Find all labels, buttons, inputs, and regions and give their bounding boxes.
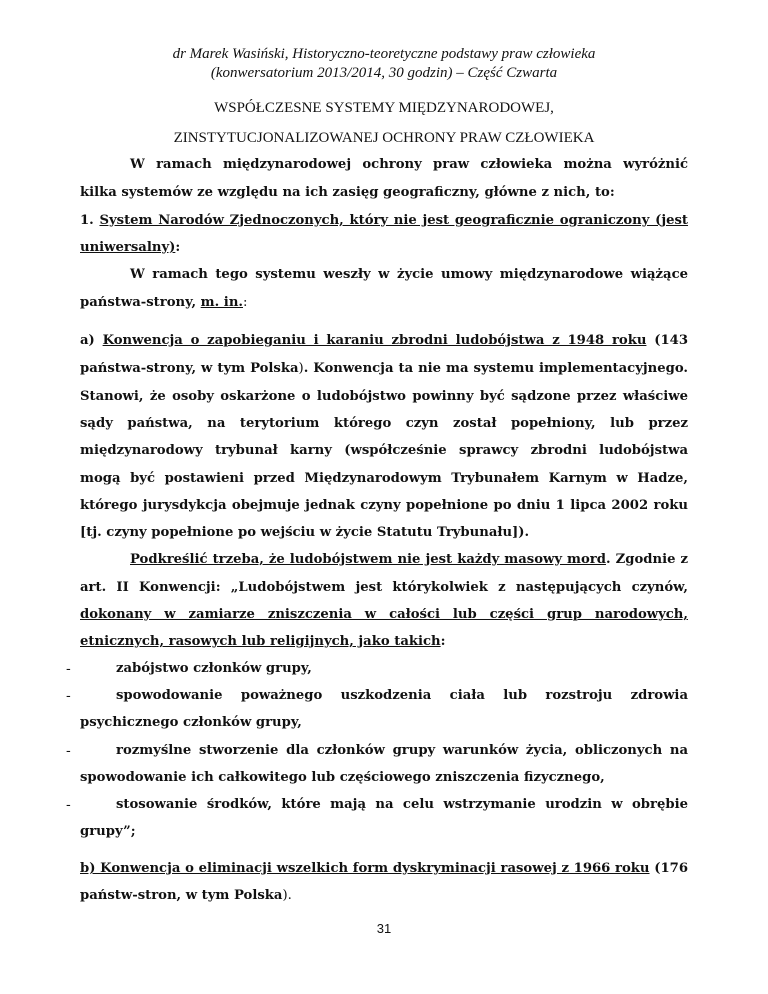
item-a-line1 [80,331,688,351]
intro-line2: kilka systemów ze względu na ich zasięg geograficzny, główne z nich, to: [80,185,615,200]
system-un-heading-line1 [80,211,688,231]
item-a-line7: którego jurysdykcja obejmuje jednak czyny popełnione po dniu 1 lipca 2002 roku [80,498,688,513]
section-title-line1: WSPÓŁCZESNE SYSTEMY MIĘDZYNARODOWEJ, [214,100,554,116]
bullet-2-line2: psychicznego członków grupy, [80,715,302,730]
item-a-p2-line2: art. II Konwencji: „Ludobójstwem jest którykolwiek z następujących czynów, [80,580,688,595]
m-in-abbrev: m. in. [200,295,243,310]
item-a-p2-line3: dokonany w zamiarze zniszczenia w całości lub części grup narodowych, [80,607,688,622]
item-b-line1 [80,859,688,879]
item-b-title: b) Konwencja o eliminacji wszelkich form dyskryminacji rasowej z 1966 roku [80,861,650,876]
item-a-tail: (143 [646,333,688,348]
system-un-heading: System Narodów Zjednoczonych, który nie jest geograficznie ograniczony (jest [99,213,689,228]
item-b-parties: państw-stron, w tym Polska [80,888,283,903]
emphasis-underlined: Podkreślić trzeba, że ludobójstwem nie jest każdy masowy mord [130,552,606,567]
item-a-line6: mogą być postawieni przed Międzynarodowym Trybunałem Karnym w Hadze, [80,471,688,486]
colon: : [175,240,181,255]
bullet-3-line2: spowodowanie ich całkowitego lub częściowego zniszczenia fizycznego, [80,770,605,785]
p2-rest: . Zgodnie z [605,552,688,567]
system-un-heading-line2 [80,238,688,258]
bullet-dash: - [66,661,71,677]
bullet-4-line1: stosowanie środków, które mają na celu wstrzymanie urodzin w obrębie [116,797,688,812]
section-title-line2: ZINSTYTUCJONALIZOWANEJ OCHRONY PRAW CZŁOWIEKA [173,130,595,146]
item-a-title: Konwencja o zapobieganiu i karaniu zbrodni ludobójstwa z 1948 roku [102,333,647,348]
p2-line4-colon: : [440,634,446,649]
item-a-line3: Stanowi, że osoby oskarżone o ludobójstwo powinny być sądzone przez właściwe [80,389,688,404]
item-a-label: a) [80,333,103,348]
item-a-note: . Konwencja ta nie ma systemu implementacyjnego. [303,361,689,376]
system-number: 1. [80,213,100,228]
system-un-sub-line2 [80,293,688,313]
running-header-line1: dr Marek Wasiński, Historyczno-teoretyczne podstawy praw człowieka [172,46,596,62]
running-header-line2: (konwersatorium 2013/2014, 30 godzin) – Część Czwarta [210,65,558,81]
bullet-dash: - [66,743,71,759]
item-a-line4: sądy państwa, na terytorium którego czyn został popełniony, lub przez [80,416,688,431]
bullet-3-line1: rozmyślne stworzenie dla członków grupy warunków życia, obliczonych na [116,743,688,758]
item-b-paren: ) [282,888,288,903]
bullet-dash: - [66,688,71,704]
item-b-period: . [287,888,292,903]
sub-text: państwa-strony, [80,295,201,310]
item-a-p2-line1 [130,550,688,570]
item-a-parties: państwa-strony, w tym Polska [80,361,299,376]
p2-line4-text: etnicznych, rasowych lub religijnych, jako takich [80,634,441,649]
item-b-tail: (176 [649,861,689,876]
item-a-paren: ) [298,361,304,376]
bullet-1: zabójstwo członków grupy, [116,661,312,676]
item-a-line5: międzynarodowy trybunał karny (współcześnie sprawcy zbrodni ludobójstwa [80,443,688,458]
sub-colon: : [243,295,248,310]
bullet-4-line2: grupy”; [80,824,136,839]
system-un-sub-line1: W ramach tego systemu weszły w życie umowy międzynarodowe wiążące [130,267,688,282]
bullet-dash: - [66,797,71,813]
item-a-line8: [tj. czyny popełnione po wejściu w życie Statutu Trybunału]). [80,525,530,540]
item-b-line2 [80,886,688,906]
system-un-heading-cont: uniwersalny) [80,240,176,255]
item-a-p2-line4 [80,632,688,652]
item-a-line2 [80,359,688,379]
bullet-2-line1: spowodowanie poważnego uszkodzenia ciała lub rozstroju zdrowia [116,688,688,703]
page-number: 31 [376,921,392,936]
intro-line1: W ramach międzynarodowej ochrony praw człowieka można wyróżnić [130,157,688,172]
